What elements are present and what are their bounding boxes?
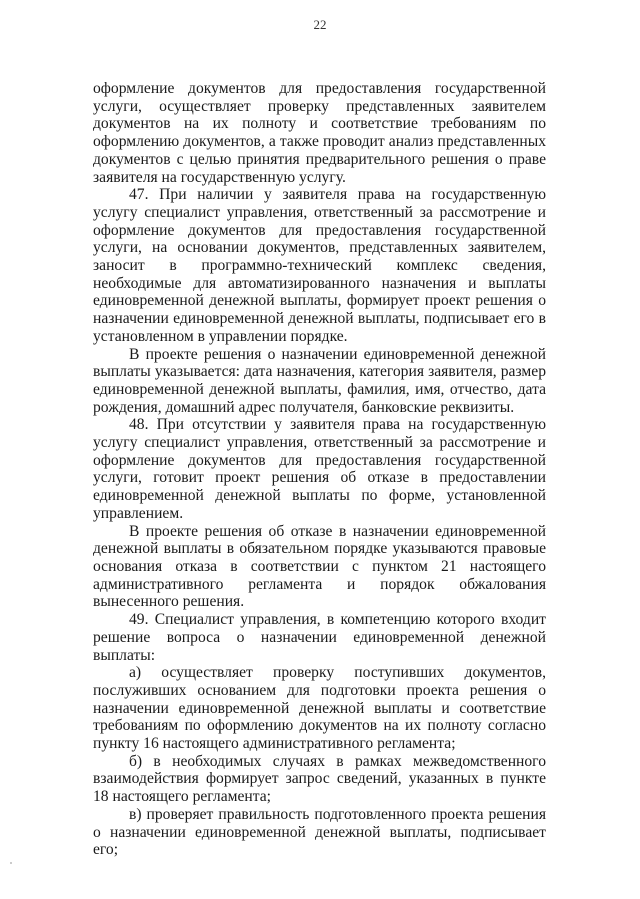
paragraph-49: 49. Специалист управления, в компетенцию которого входит решение вопроса о назначении единовременной денежной выплаты: [93,611,546,664]
paragraph-47-decision-content: В проекте решения о назначении единовременной денежной выплаты указывается: дата назначения, категория заявителя, размер единовременной денежной выплаты, фамилия, имя, отчество, дата рождения, домашний адрес получателя, банковские реквизиты. [93,345,546,416]
paragraph-49-item-b: б) в необходимых случаях в рамках межведомственного взаимодействия формирует запрос сведений, указанных в пункте 18 настоящего регламента; [93,752,546,806]
page-number: 22 [313,17,327,32]
paragraph-continuation: оформление документов для предоставления государственной услуги, осуществляет проверку представленных заявителем документов на их полноту и соответствие требованиям по оформлению документов, а также проводит анализ представленных документов с целью принятия предварительного решения о праве заявителя на государственную услугу. [93,80,546,186]
paragraph-49-item-a: а) осуществляет проверку поступивших документов, послуживших основанием для подготовки проекта решения о назначении единовременной денежной выплаты и соответствие требованиям по оформлению документов на их полноту согласно пункту 16 настоящего административного регламента; [93,664,546,753]
scan-speck [10,862,12,864]
paragraph-49-item-v: в) проверяет правильность подготовленного проекта решения о назначении единовременной денежной выплаты, подписывает его; [93,805,546,859]
document-body [93,80,546,859]
paragraph-47: 47. При наличии у заявителя права на государственную услугу специалист управления, ответственный за рассмотрение и оформление документов для предоставления государственной услуги, на основании документов, представленных заявителем, заносит в программно-технический комплекс сведения, необходимые для автоматизированного назначения и выплаты единовременной денежной выплаты, формирует проект решения о назначении единовременной денежной выплаты, подписывает его в установленном в управлении порядке. [93,186,546,345]
paragraph-48-refusal-content: В проекте решения об отказе в назначении единовременной денежной выплаты в обязательном порядке указываются правовые основания отказа в соответствии с пунктом 21 настоящего административного регламента и порядок обжалования вынесенного решения. [93,522,546,611]
paragraph-48: 48. При отсутствии у заявителя права на государственную услугу специалист управления, ответственный за рассмотрение и оформление документов для предоставления государственной услуги, готовит проект решения об отказе в предоставлении единовременной денежной выплаты по форме, установленной управлением. [93,416,546,522]
